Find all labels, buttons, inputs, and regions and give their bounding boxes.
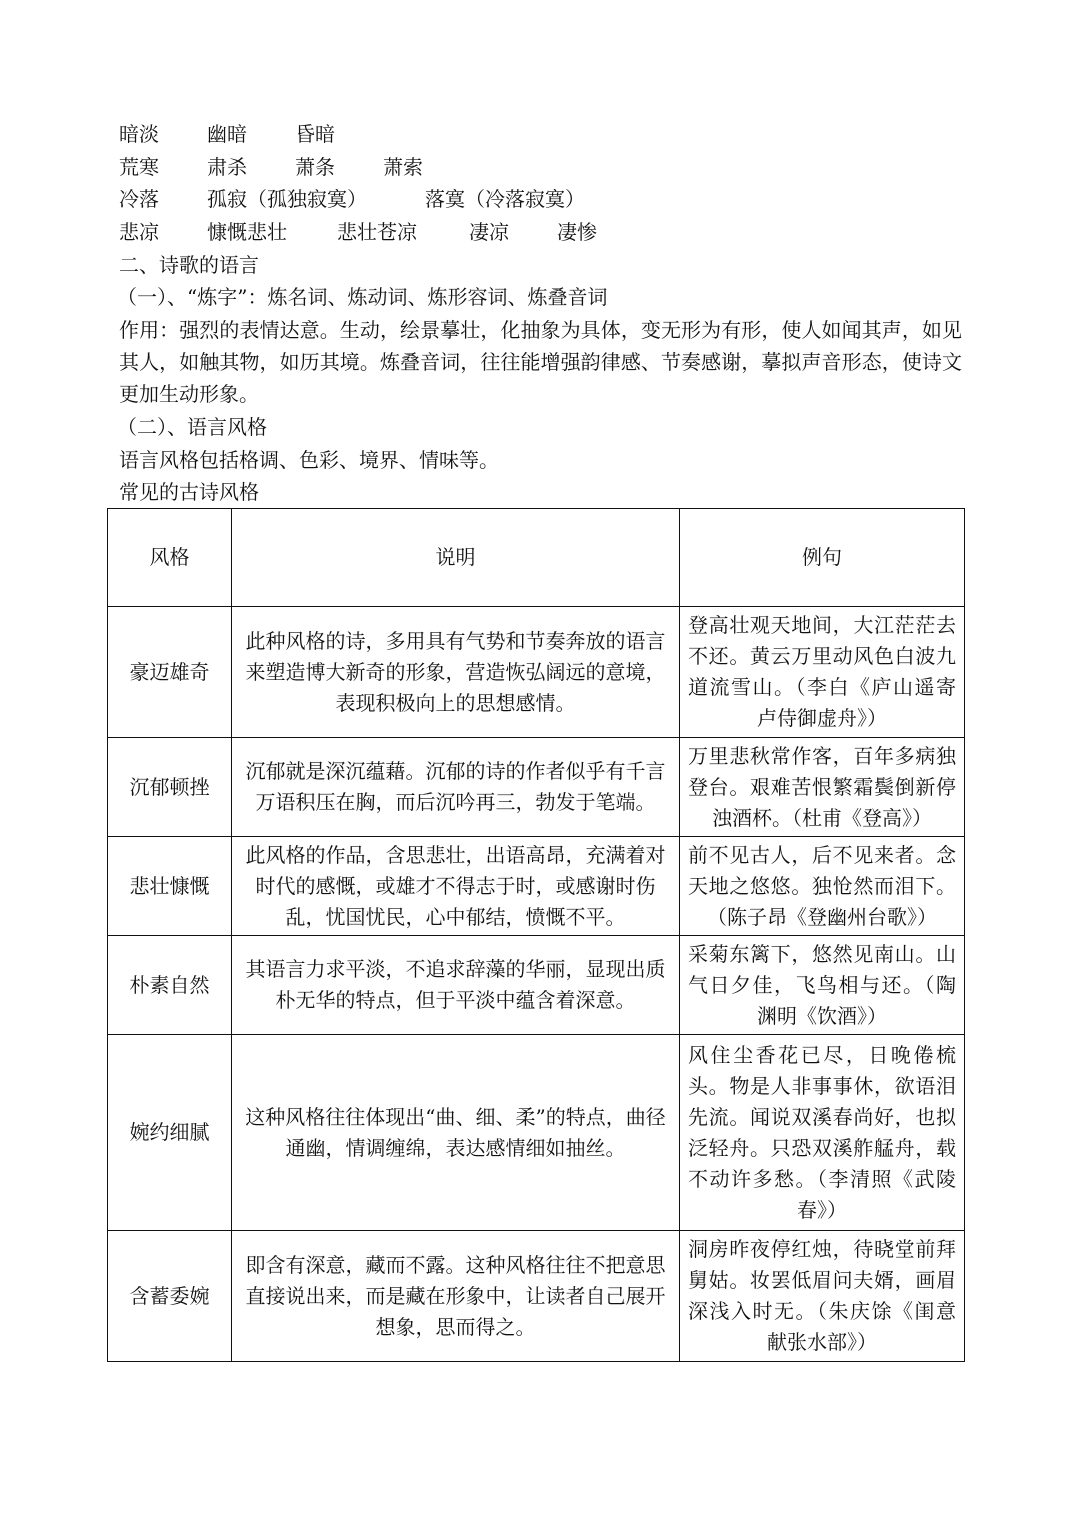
word: 悲凉: [119, 220, 159, 244]
table-row: [108, 607, 965, 738]
word: 荒寒: [119, 155, 159, 179]
word: 落寞（冷落寂寞）: [425, 187, 585, 211]
word: 慷慨悲壮: [207, 220, 287, 244]
table-row: [108, 837, 965, 936]
style-cell: 含蓄委婉: [108, 1231, 232, 1362]
description-cell: 此风格的作品，含思悲壮，出语高昂，充满着对时代的感慨，或雄才不得志于时，或感谢时伤乱，忧国忧民，心中郁结，愤慨不平。: [232, 837, 680, 936]
style-cell: 朴素自然: [108, 936, 232, 1035]
style-cell: 婉约细腻: [108, 1035, 232, 1231]
table-row: [108, 1231, 965, 1362]
word: 肃杀: [207, 155, 247, 179]
word: 孤寂（孤独寂寞）: [207, 187, 367, 211]
example-cell: 洞房昨夜停红烛，待晓堂前拜舅姑。妆罢低眉问夫婿，画眉深浅入时无。（朱庆馀《闺意献张水部》）: [680, 1231, 965, 1362]
subsection-title: （二）、语言风格: [117, 415, 267, 439]
example-cell: 万里悲秋常作客，百年多病独登台。艰难苦恨繁霜鬓倒新停浊酒杯。（杜甫《登高》）: [680, 738, 965, 837]
table-row: [108, 738, 965, 837]
example-cell: 采菊东篱下，悠然见南山。山气日夕佳，飞鸟相与还。（陶渊明《饮酒》）: [680, 936, 965, 1035]
description-cell: 这种风格往往体现出“曲、细、柔”的特点，曲径通幽，情调缠绵，表达感情细如抽丝。: [232, 1035, 680, 1231]
column-header: 说明: [232, 509, 680, 607]
word: 幽暗: [207, 122, 247, 146]
style-cell: 悲壮慷慨: [108, 837, 232, 936]
paragraph: 作用：强烈的表情达意。生动，绘景摹壮，化抽象为具体，变无形为有形，使人如闻其声，如见其人，如触其物，如历其境。炼叠音词，往往能增强韵律感、节奏感谢，摹拟声音形态，使诗文更加生动形象。: [119, 318, 962, 406]
word-row: [119, 183, 979, 215]
table-header-row: [108, 509, 965, 607]
table-row: [108, 1035, 965, 1231]
example-cell: 风住尘香花已尽，日晚倦梳头。物是人非事事休，欲语泪先流。闻说双溪春尚好，也拟泛轻舟。只恐双溪舴艋舟，载不动许多愁。（李清照《武陵春》）: [680, 1035, 965, 1231]
style-cell: 沉郁顿挫: [108, 738, 232, 837]
description-cell: 其语言力求平淡，不追求辞藻的华丽，显现出质朴无华的特点，但于平淡中蕴含着深意。: [232, 936, 680, 1035]
word: 萧条: [295, 155, 335, 179]
word: 昏暗: [295, 122, 335, 146]
section-title: 二、诗歌的语言: [119, 253, 259, 277]
word: 暗淡: [119, 122, 159, 146]
table-caption: 常见的古诗风格: [119, 480, 259, 504]
word-row: [119, 216, 979, 248]
column-header: 风格: [108, 509, 232, 607]
word: 凄凉: [469, 220, 509, 244]
word: 凄惨: [557, 220, 597, 244]
style-cell: 豪迈雄奇: [108, 607, 232, 738]
table-row: [108, 936, 965, 1035]
subsection-title: （一）、“炼字”：炼名词、炼动词、炼形容词、炼叠音词: [117, 285, 608, 309]
word: 悲壮苍凉: [337, 220, 417, 244]
word-row: [119, 151, 979, 183]
description-cell: 沉郁就是深沉蕴藉。沉郁的诗的作者似乎有千言万语积压在胸，而后沉吟再三，勃发于笔端。: [232, 738, 680, 837]
word-row: [119, 118, 979, 150]
example-cell: 前不见古人，后不见来者。念天地之悠悠。独怆然而泪下。（陈子昂《登幽州台歌》）: [680, 837, 965, 936]
description-cell: 即含有深意，藏而不露。这种风格往往不把意思直接说出来，而是藏在形象中，让读者自己展开想象，思而得之。: [232, 1231, 680, 1362]
example-cell: 登高壮观天地间，大江茫茫去不还。黄云万里动风色白波九道流雪山。（李白《庐山遥寄卢侍御虚舟》）: [680, 607, 965, 738]
paragraph: 语言风格包括格调、色彩、境界、情味等。: [119, 448, 499, 472]
word: 萧索: [383, 155, 423, 179]
poetry-style-table: [107, 508, 965, 1362]
column-header: 例句: [680, 509, 965, 607]
word: 冷落: [119, 187, 159, 211]
description-cell: 此种风格的诗，多用具有气势和节奏奔放的语言来塑造博大新奇的形象，营造恢弘阔远的意境，表现积极向上的思想感情。: [232, 607, 680, 738]
